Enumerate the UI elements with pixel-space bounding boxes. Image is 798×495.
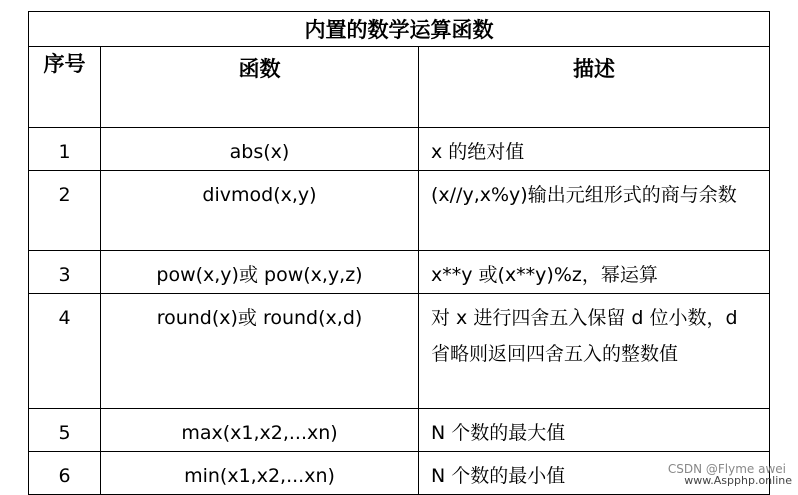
row-function: pow(x,y)或 pow(x,y,z) bbox=[101, 251, 419, 294]
row-description: N 个数的最小值 bbox=[419, 452, 770, 495]
row-description: x**y 或(x**y)%z，幂运算 bbox=[419, 251, 770, 294]
csdn-watermark: CSDN @Flyme awei bbox=[667, 462, 786, 476]
row-description: 对 x 进行四舍五入保留 d 位小数，d 省略则返回四舍五入的整数值 bbox=[419, 294, 770, 409]
row-seq: 3 bbox=[29, 251, 101, 294]
table-title: 内置的数学运算函数 bbox=[29, 12, 770, 47]
title-row bbox=[29, 12, 770, 47]
row-seq: 5 bbox=[29, 409, 101, 452]
table-row bbox=[29, 128, 770, 171]
row-seq: 4 bbox=[29, 294, 101, 409]
row-seq: 1 bbox=[29, 128, 101, 171]
table-row bbox=[29, 251, 770, 294]
row-function: round(x)或 round(x,d) bbox=[101, 294, 419, 409]
header-row bbox=[29, 47, 770, 128]
row-description: N 个数的最大值 bbox=[419, 409, 770, 452]
row-seq: 2 bbox=[29, 171, 101, 251]
row-description: (x//y,x%y)输出元组形式的商与余数 bbox=[419, 171, 770, 251]
row-function: max(x1,x2,...xn) bbox=[101, 409, 419, 452]
table-row bbox=[29, 171, 770, 251]
row-description: x 的绝对值 bbox=[419, 128, 770, 171]
site-watermark: www.Aspphp.online bbox=[684, 474, 792, 487]
table-row bbox=[29, 294, 770, 409]
table-row bbox=[29, 409, 770, 452]
table-row bbox=[29, 452, 770, 495]
row-function: min(x1,x2,...xn) bbox=[101, 452, 419, 495]
row-seq: 6 bbox=[29, 452, 101, 495]
row-function: divmod(x,y) bbox=[101, 171, 419, 251]
header-function: 函数 bbox=[101, 47, 419, 128]
header-description: 描述 bbox=[419, 47, 770, 128]
math-functions-table bbox=[28, 11, 770, 495]
row-function: abs(x) bbox=[101, 128, 419, 171]
header-seq: 序号 bbox=[29, 47, 101, 128]
